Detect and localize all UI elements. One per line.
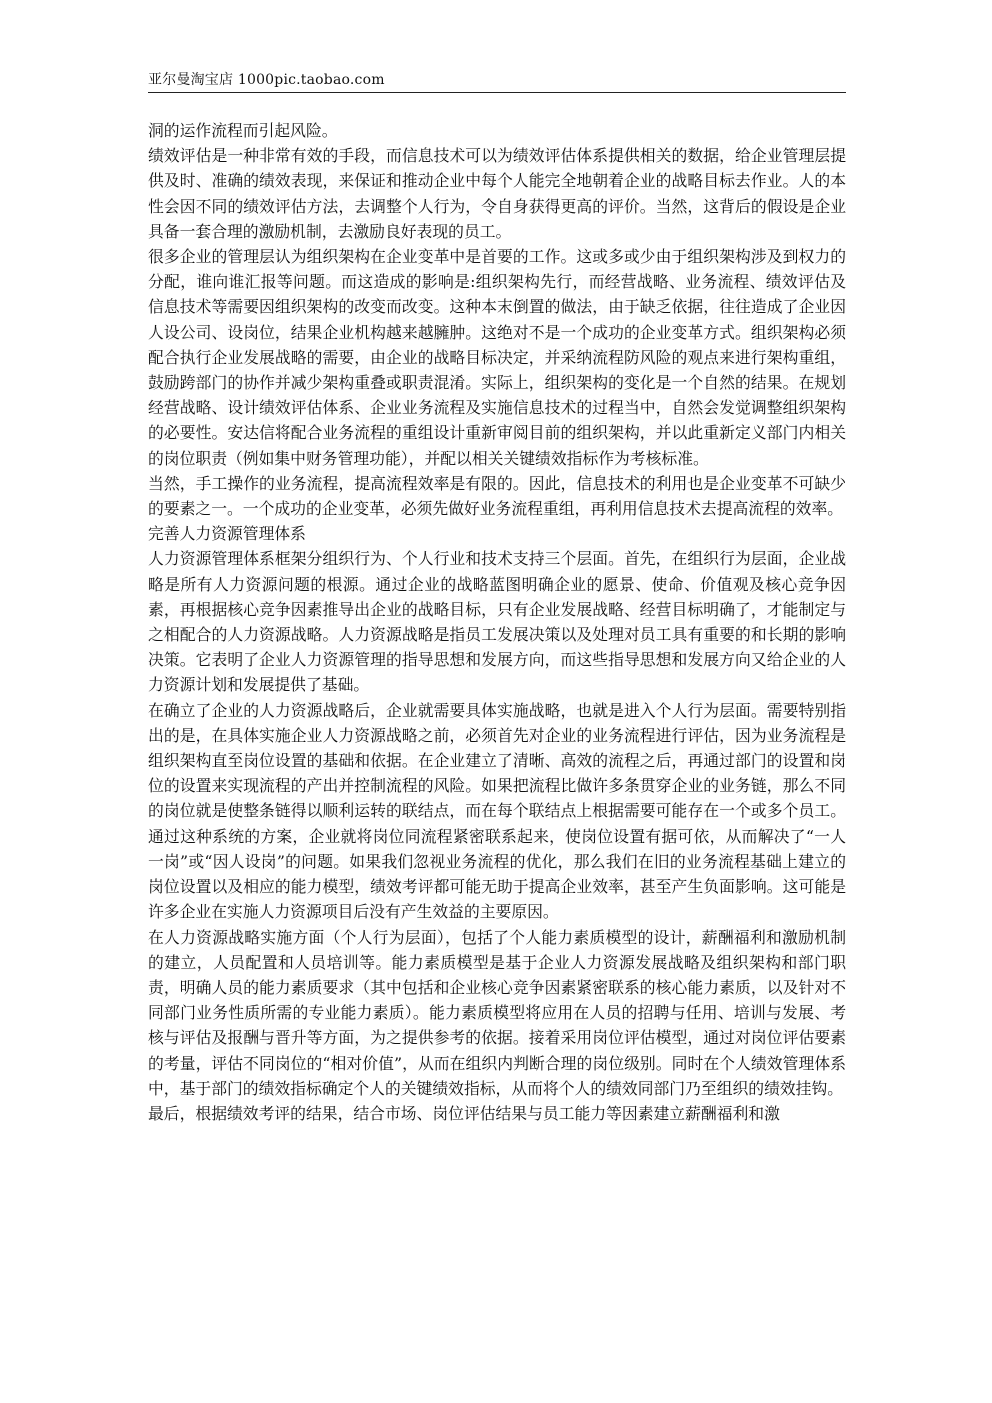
paragraph: 人力资源管理体系框架分组织行为、个人行业和技术支持三个层面。首先，在组织行为层面，企业战略是所有人力资源问题的根源。通过企业的战略蓝图明确企业的愿景、使命、价值观及核心竞争因素，再根据核心竞争因素推导出企业的战略目标，只有企业发展战略、经营目标明确了，才能制定与之相配合的人力资源战略。人力资源战略是指员工发展决策以及处理对员工具有重要的和长期的影响决策。它表明了企业人力资源管理的指导思想和发展方向，而这些指导思想和发展方向又给企业的人力资源计划和发展提供了基础。 bbox=[148, 549, 846, 695]
document-body bbox=[148, 118, 846, 1288]
page-header bbox=[148, 70, 846, 93]
paragraph: 很多企业的管理层认为组织架构在企业变革中是首要的工作。这或多或少由于组织架构涉及到权力的分配，谁向谁汇报等问题。而这造成的影响是:组织架构先行，而经营战略、业务流程、绩效评估及信息技术等需要因组织架构的改变而改变。这种本末倒置的做法，由于缺乏依据，往往造成了企业因人设公司、设岗位，结果企业机构越来越臃肿。这绝对不是一个成功的企业变革方式。组织架构必须配合执行企业发展战略的需要，由企业的战略目标决定，并采纳流程防风险的观点来进行架构重组，鼓励跨部门的协作并减少架构重叠或职责混淆。实际上，组织架构的变化是一个自然的结果。在规划经营战略、设计绩效评估体系、企业业务流程及实施信息技术的过程当中，自然会发觉调整组织架构的必要性。安达信将配合业务流程的重组设计重新审阅目前的组织架构，并以此重新定义部门内相关的岗位职责（例如集中财务管理功能），并配以相关关键绩效指标作为考核标准。 bbox=[148, 247, 846, 468]
paragraph: 洞的运作流程而引起风险。 bbox=[148, 121, 338, 140]
section-heading: 完善人力资源管理体系 bbox=[148, 524, 306, 544]
paragraph: 在人力资源战略实施方面（个人行为层面），包括了个人能力素质模型的设计，薪酬福利和激励机制的建立，人员配置和人员培训等。能力素质模型是基于企业人力资源发展战略及组织架构和部门职责，明确人员的能力素质要求（其中包括和企业核心竞争因素紧密联系的核心能力素质，以及针对不同部门业务性质所需的专业能力素质）。能力素质模型将应用在人员的招聘与任用、培训与发展、考核与评估及报酬与晋升等方面，为之提供参考的依据。接着采用岗位评估模型，通过对岗位评估要素的考量，评估不同岗位的“相对价值”，从而在组织内判断合理的岗位级别。同时在个人绩效管理体系中，基于部门的绩效指标确定个人的关键绩效指标，从而将个人的绩效同部门乃至组织的绩效挂钩。 bbox=[148, 927, 846, 1098]
paragraph: 当然，手工操作的业务流程，提高流程效率是有限的。因此，信息技术的利用也是企业变革不可缺少的要素之一。一个成功的企业变革，必须先做好业务流程重组，再利用信息技术去提高流程的效率。 bbox=[148, 473, 846, 519]
paragraph: 最后，根据绩效考评的结果，结合市场、岗位评估结果与员工能力等因素建立薪酬福利和激 bbox=[148, 1103, 780, 1123]
header-text: 亚尔曼淘宝店 1000pic.taobao.com bbox=[148, 72, 385, 88]
paragraph: 在确立了企业的人力资源战略后，企业就需要具体实施战略，也就是进入个人行为层面。需要特别指出的是，在具体实施企业人力资源战略之前，必须首先对企业的业务流程进行评估，因为业务流程是组织架构直至岗位设置的基础和依据。在企业建立了清晰、高效的流程之后，再通过部门的设置和岗位的设置来实现流程的产出并控制流程的风险。如果把流程比做许多条贯穿企业的业务链，那么不同的岗位就是使整条链得以顺利运转的联结点，而在每个联结点上根据需要可能存在一个或多个员工。通过这种系统的方案，企业就将岗位同流程紧密联系起来，使岗位设置有据可依，从而解决了“一人一岗”或“因人设岗”的问题。如果我们忽视业务流程的优化，那么我们在旧的业务流程基础上建立的岗位设置以及相应的能力模型，绩效考评都可能无助于提高企业效率，甚至产生负面影响。这可能是许多企业在实施人力资源项目后没有产生效益的主要原因。 bbox=[148, 700, 846, 922]
paragraph: 绩效评估是一种非常有效的手段，而信息技术可以为绩效评估体系提供相关的数据，给企业管理层提供及时、准确的绩效表现，来保证和推动企业中每个人能完全地朝着企业的战略目标去作业。人的本性会因不同的绩效评估方法，去调整个人行为，令自身获得更高的评价。当然，这背后的假设是企业具备一套合理的激励机制，去激励良好表现的员工。 bbox=[148, 146, 846, 241]
